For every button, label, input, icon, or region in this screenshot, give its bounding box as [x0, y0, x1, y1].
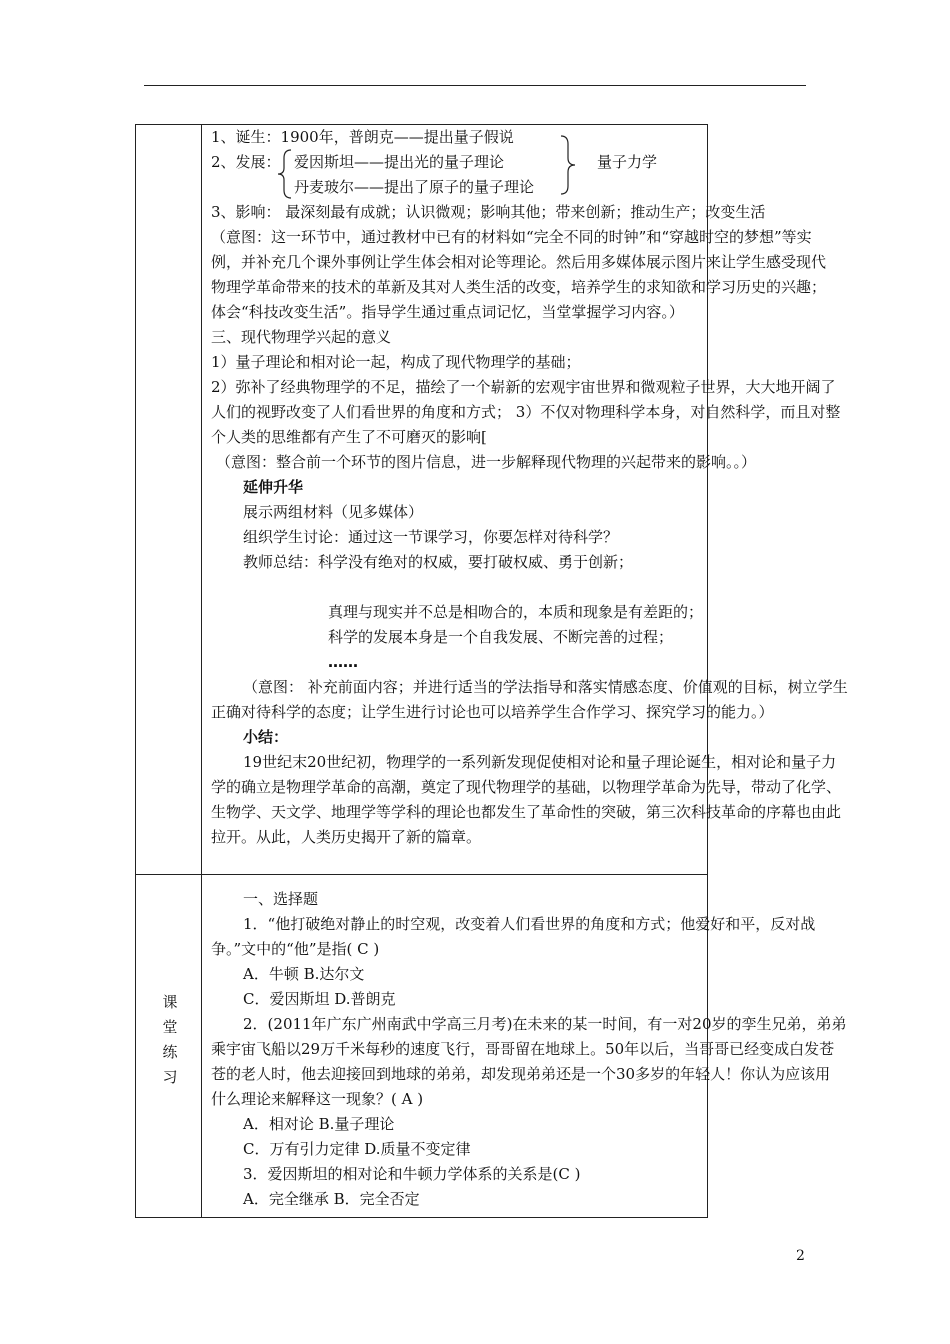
development-einstein: 爱因斯坦——提出光的量子理论	[294, 153, 505, 171]
question-2-line-2: 乘宇宙飞船以29万千米每秒的速度飞行，哥哥留在地球上。50年以后，当哥哥已经变成白发苍	[211, 1040, 835, 1058]
birth-line: 1、诞生：1900年，普朗克——提出量子假说	[211, 128, 514, 146]
question-2-line-1: 2．(2011年广东广州南武中学高三月考)在未来的某一时间，有一对20岁的孪生兄弟，弟弟	[243, 1015, 847, 1033]
left-brace	[276, 148, 294, 200]
show-materials: 展示两组材料（见多媒体）	[243, 503, 424, 521]
page-number: 2	[796, 1248, 805, 1264]
intent1-line-1: （意图：这一环节中，通过教材中已有的材料如“完全不同的时钟”和“穿越时空的梦想”等实	[211, 228, 812, 246]
question-1-options-2: C．爱因斯坦 D.普朗克	[243, 990, 396, 1008]
practice-label-char-1: 课	[162, 993, 178, 1011]
significance-point-2-line-1: 2）弥补了经典物理学的不足，描绘了一个崭新的宏观宇宙世界和微观粒子世界，大大地开阔了	[211, 378, 836, 396]
extension-title: 延伸升华	[243, 478, 304, 496]
question-1-line-1: 1．“他打破绝对静止的时空观，改变着人们看世界的角度和方式；他爱好和平，反对战	[243, 915, 816, 933]
summary-line-4: 拉开。从此，人类历史揭开了新的篇章。	[211, 828, 482, 846]
development-bohr: 丹麦玻尔——提出了原子的量子理论	[294, 178, 535, 196]
intent3-line-2: 正确对待科学的态度；让学生进行讨论也可以培养学生合作学习、探究学习的能力。）	[211, 703, 774, 721]
practice-heading: 一、选择题	[243, 890, 319, 908]
truth-line-2: 科学的发展本身是一个自我发展、不断完善的过程；	[328, 628, 674, 646]
question-2-options-2: C．万有引力定律 D.质量不变定律	[243, 1140, 471, 1158]
intent3-line-1: （意图： 补充前面内容；并进行适当的学法指导和落实情感态度、价值观的目标，树立学生	[243, 678, 848, 696]
summary-title: 小结：	[243, 728, 289, 746]
intent1-line-3: 物理学革命带来的技术的革新及其对人类生活的改变，培养学生的求知欲和学习历史的兴趣；	[211, 278, 827, 296]
practice-label-char-3: 练	[162, 1043, 178, 1061]
development-label: 2、发展：	[211, 153, 281, 171]
practice-label-char-4: 习	[162, 1068, 178, 1086]
significance-point-2-line-3: 个人类的思维都有产生了不可磨灭的影响[	[211, 428, 487, 446]
discussion-prompt: 组织学生讨论：通过这一节课学习，你要怎样对待科学？	[243, 528, 619, 546]
quantum-mechanics-label: 量子力学	[597, 153, 658, 171]
practice-label-char-2: 堂	[162, 1018, 178, 1036]
summary-line-2: 学的确立是物理学革命的高潮，奠定了现代物理学的基础，以物理学革命为先导，带动了化学、	[211, 778, 842, 796]
question-2-line-3: 苍的老人时，他去迎接回到地球的弟弟，却发现弟弟还是一个30多岁的年轻人！你认为应该用	[211, 1065, 831, 1083]
truth-line-1: 真理与现实并不总是相吻合的，本质和现象是有差距的；	[328, 603, 704, 621]
column-divider	[201, 125, 202, 1217]
header-rule	[144, 85, 806, 86]
question-3: 3．爱因斯坦的相对论和牛顿力学体系的关系是(C )	[243, 1165, 581, 1183]
question-1-line-2: 争。”文中的“他”是指( C )	[211, 940, 380, 958]
question-1-options-1: A．牛顿 B.达尔文	[243, 965, 365, 983]
impact-line: 3、影响： 最深刻最有成就；认识微观；影响其他；带来创新；推动生产；改变生活	[211, 203, 766, 221]
question-3-options: A．完全继承 B．完全否定	[243, 1190, 420, 1208]
section-three-title: 三、现代物理学兴起的意义	[211, 328, 392, 346]
summary-line-3: 生物学、天文学、地理学等学科的理论也都发生了革命性的突破，第三次科技革命的序幕也由此	[211, 803, 842, 821]
summary-line-1: 19世纪末20世纪初，物理学的一系列新发现促使相对论和量子理论诞生，相对论和量子力	[243, 753, 837, 771]
right-brace	[558, 134, 578, 196]
row-divider	[136, 874, 707, 875]
intent1-line-2: 例，并补充几个课外事例让学生体会相对论等理论。然后用多媒体展示图片来让学生感受现代	[211, 253, 827, 271]
question-2-line-4: 什么理论来解释这一现象？( A )	[211, 1090, 424, 1108]
teacher-summary: 教师总结：科学没有绝对的权威，要打破权威、勇于创新；	[243, 553, 634, 571]
ellipsis: ……	[328, 653, 358, 671]
significance-point-2-line-2: 人们的视野改变了人们看世界的角度和方式； 3）不仅对物理科学本身，对自然科学，而且对整	[211, 403, 841, 421]
intent1-line-4: 体会“科技改变生活”。指导学生通过重点词记忆，当堂掌握学习内容。）	[211, 303, 684, 321]
intent2-line: （意图：整合前一个环节的图片信息，进一步解释现代物理的兴起带来的影响。。）	[216, 453, 757, 471]
question-2-options-1: A．相对论 B.量子理论	[243, 1115, 395, 1133]
significance-point-1: 1）量子理论和相对论一起，构成了现代物理学的基础；	[211, 353, 581, 371]
